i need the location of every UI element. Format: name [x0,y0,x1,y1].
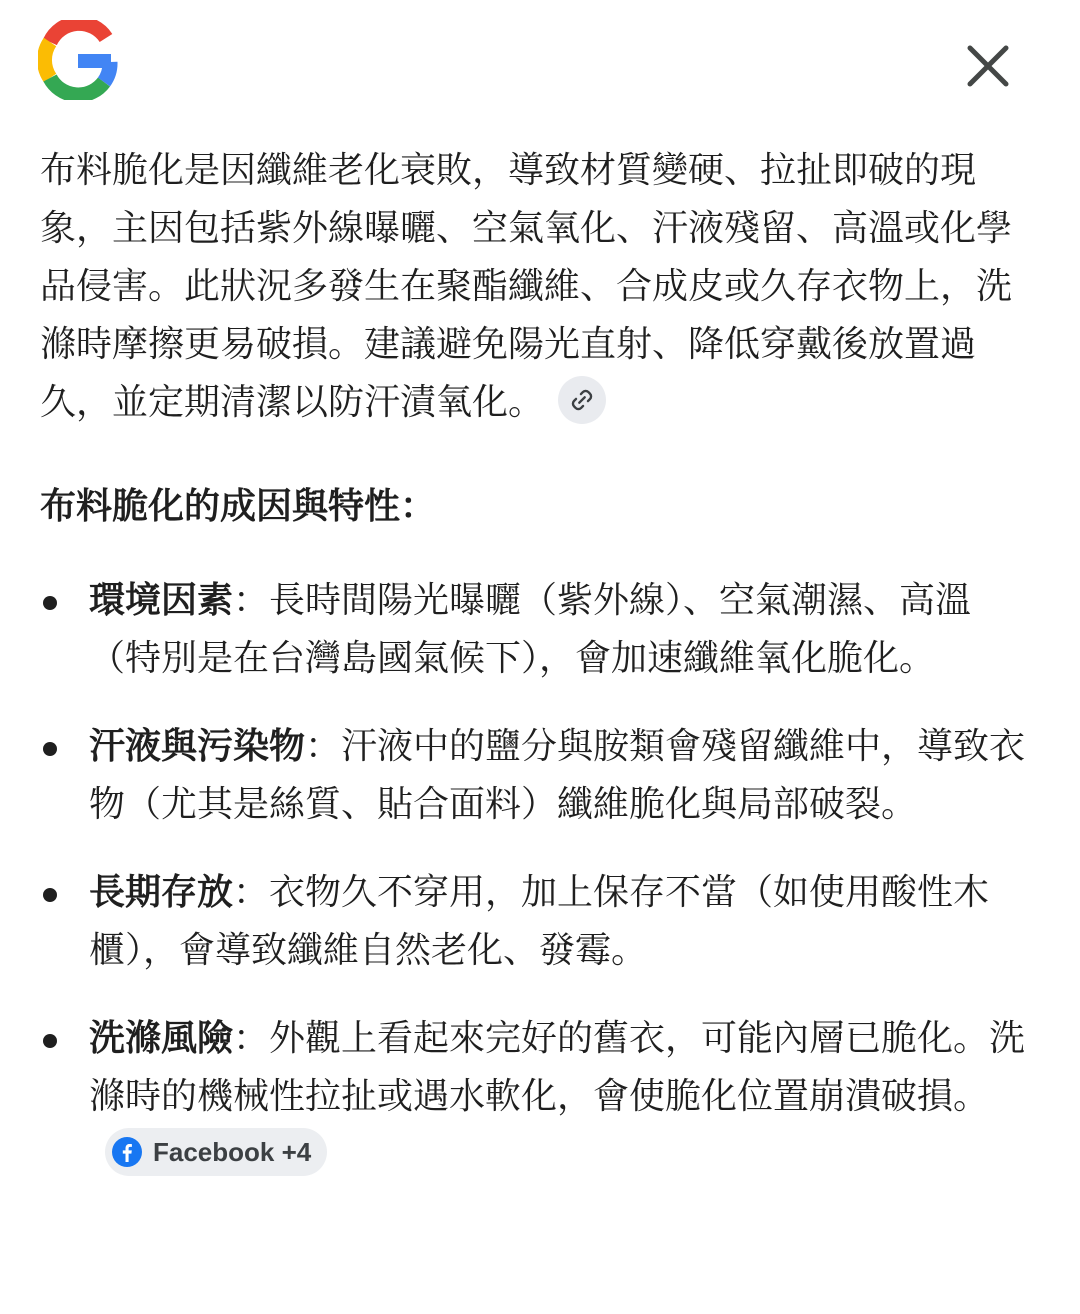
source-chip-label: Facebook +4 [153,1137,312,1167]
source-chip-button[interactable] [105,1128,327,1176]
close-button[interactable] [958,36,1018,96]
list-item [40,718,1030,834]
bullet-text: 長時間陽光曝曬（紫外線）、空氣潮濕、高溫（特別是在台灣島國氣候下），會加速纖維氧化脆化。 [89,580,972,679]
section-title: 布料脆化的成因與特性： [40,486,437,527]
list-item [40,572,1030,688]
list-item [40,1010,1030,1184]
header [0,0,1080,130]
bullet-dot [43,742,57,756]
ai-overview-content [40,142,1030,1214]
bullet-separator: ： [233,872,270,913]
bullet-term: 長期存放 [89,872,234,913]
bullet-text: 外觀上看起來完好的舊衣，可能內層已脆化。洗滌時的機械性拉扯或遇水軟化，會使脆化位置崩潰破損。 [89,1018,1026,1117]
facebook-icon [111,1136,143,1168]
bullet-term: 洗滌風險 [89,1018,234,1059]
bullet-text: 汗液中的鹽分與胺類會殘留纖維中，導致衣物（尤其是絲質、貼合面料）纖維脆化與局部破裂。 [89,726,1026,825]
bullet-dot [43,1034,57,1048]
list-item [40,864,1030,980]
source-link-button[interactable] [558,376,606,424]
link-icon [569,387,595,413]
bullet-dot [43,596,57,610]
close-icon [966,44,1010,88]
bullet-term: 環境因素 [89,580,234,621]
summary-text: 布料脆化是因纖維老化衰敗，導致材質變硬、拉扯即破的現象，主因包括紫外線曝曬、空氣氧化、汗液殘留、高溫或化學品侵害。此狀況多發生在聚酯纖維、合成皮或久存衣物上，洗滌時摩擦更易破損。建議避免陽光直射、降低穿戴後放置過久，並定期清潔以防汗漬氧化。 [40,150,1013,423]
bullet-dot [43,888,57,902]
bullet-separator: ： [233,580,270,621]
bullet-text: 衣物久不穿用，加上保存不當（如使用酸性木櫃），會導致纖維自然老化、發霉。 [89,872,990,971]
bullet-term: 汗液與污染物 [89,726,306,767]
google-g-logo-icon [38,20,118,100]
bullet-separator: ： [305,726,342,767]
causes-list [40,572,1030,1184]
summary-paragraph [40,142,1030,432]
bullet-separator: ： [233,1018,270,1059]
